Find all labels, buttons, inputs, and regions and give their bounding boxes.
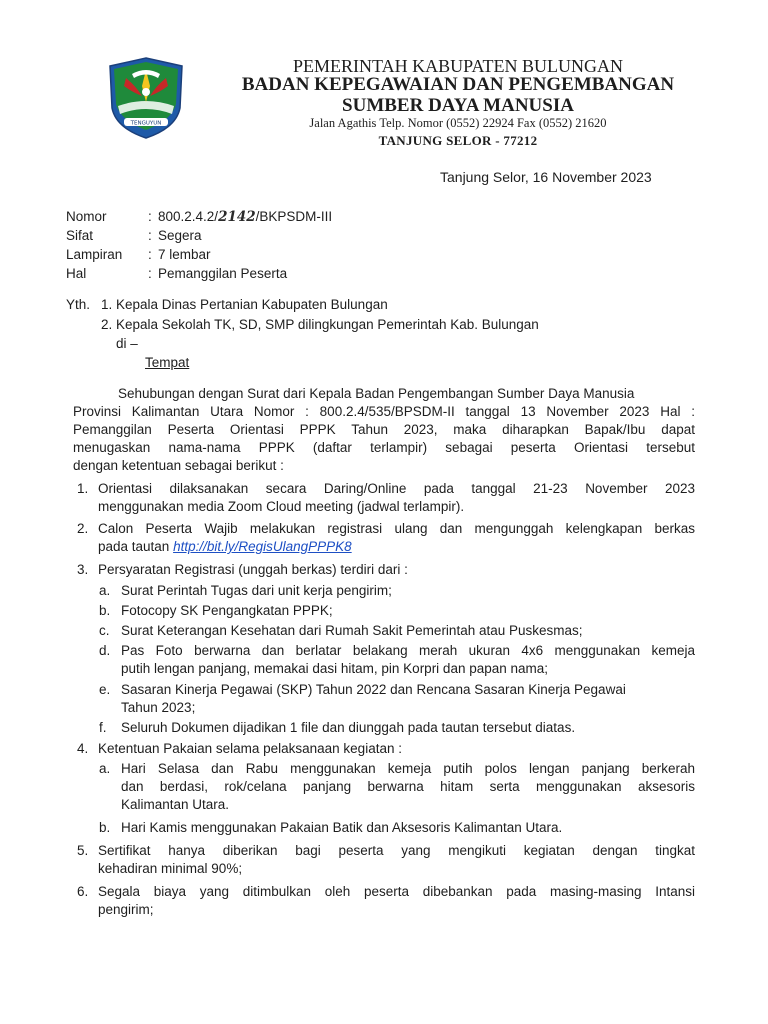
- meta-nomor-label: Nomor: [66, 209, 107, 224]
- item-4-number: 4.: [77, 741, 89, 756]
- item-1-line1: Orientasi dilaksanakan secara Daring/Online pada tanggal 21-23 November 2023: [98, 481, 695, 496]
- item-3d-line1: Pas Foto berwarna dan berlatar belakang merah ukuran 4x6 menggunakan kemeja: [121, 643, 695, 658]
- item-3b: Fotocopy SK Pengangkatan PPPK;: [121, 603, 333, 618]
- item-3-text: Persyaratan Registrasi (unggah berkas) terdiri dari :: [98, 562, 408, 577]
- item-4a-line3: Kalimantan Utara.: [121, 797, 230, 812]
- intro-line3: Pemanggilan Peserta Orientasi PPPK Tahun 2023, maka diharapkan Bapak/Ibu dapat: [73, 422, 695, 437]
- agency-city: TANJUNG SELOR - 77212: [378, 133, 538, 148]
- recipient-yth: Yth.: [66, 297, 91, 312]
- agency-address: Jalan Agathis Telp. Nomor (0552) 22924 Fax (0552) 21620: [309, 116, 607, 130]
- item-5-number: 5.: [77, 843, 89, 858]
- intro-line4: menugaskan nama-nama PPPK (daftar terlampir) sebagai peserta Orientasi tersebut: [73, 440, 695, 455]
- recipient-tempat: Tempat: [145, 355, 190, 370]
- item-6-line1: Segala biaya yang ditimbulkan oleh peserta dibebankan pada masing-masing Intansi: [98, 884, 695, 899]
- meta-nomor: Nomor : 800.2.4.2/2142/BKPSDM-III: [66, 209, 333, 225]
- item-6-number: 6.: [77, 884, 89, 899]
- item-1-number: 1.: [77, 481, 89, 496]
- emblem-motto: TENGUYUN: [130, 120, 162, 127]
- item-3a: Surat Perintah Tugas dari unit kerja pengirim;: [121, 583, 392, 598]
- item-4-text: Ketentuan Pakaian selama pelaksanaan kegiatan :: [98, 741, 402, 756]
- item-4a-line2: dan berdasi, rok/celana panjang berwarna hitam serta menggunakan aksesoris: [121, 779, 695, 794]
- item-2-line2: pada tautan http://bit.ly/RegisUlangPPPK8: [98, 539, 352, 554]
- meta-nomor-handwritten: 2142: [218, 209, 256, 225]
- item-3f: Seluruh Dokumen dijadikan 1 file dan diunggah pada tautan tersebut diatas.: [121, 720, 576, 735]
- item-4b: Hari Kamis menggunakan Pakaian Batik dan Aksesoris Kalimantan Utara.: [121, 820, 563, 835]
- recipient-1: 1. Kepala Dinas Pertanian Kabupaten Bulungan: [101, 297, 388, 312]
- item-5-line2: kehadiran minimal 90%;: [98, 861, 243, 876]
- item-3c: Surat Keterangan Kesehatan dari Rumah Sakit Pemerintah atau Puskesmas;: [121, 623, 583, 638]
- meta-sifat: Sifat : Segera: [66, 228, 202, 243]
- item-3e-line2: Tahun 2023;: [121, 700, 196, 715]
- item-4a-line1: Hari Selasa dan Rabu menggunakan kemeja putih polos lengan panjang berkerah: [121, 761, 695, 776]
- registration-link[interactable]: http://bit.ly/RegisUlangPPPK8: [173, 539, 352, 554]
- item-3d-line2: putih lengan panjang, memakai dasi hitam, pin Korpri dan papan nama;: [121, 661, 549, 676]
- meta-hal: Hal : Pemanggilan Peserta: [66, 266, 288, 281]
- regency-emblem: [106, 56, 186, 140]
- agency-title-line1: BADAN KEPEGAWAIAN DAN PENGEMBANGAN: [241, 74, 675, 95]
- agency-title-line2: SUMBER DAYA MANUSIA: [342, 95, 574, 116]
- letter-date: Tanjung Selor, 16 November 2023: [440, 169, 652, 185]
- item-3e-line1: Sasaran Kinerja Pegawai (SKP) Tahun 2022 dan Rencana Sasaran Kinerja Pegawai: [121, 682, 626, 697]
- intro-line5: dengan ketentuan sebagai berikut :: [73, 458, 284, 473]
- item-6-line2: pengirim;: [98, 902, 154, 917]
- item-5-line1: Sertifikat hanya diberikan bagi peserta yang mengikuti kegiatan dengan tingkat: [98, 843, 695, 858]
- meta-nomor-prefix: 800.2.4.2/: [158, 209, 219, 224]
- item-1-line2: menggunakan media Zoom Cloud meeting (jadwal terlampir).: [98, 499, 465, 514]
- intro-line2: Provinsi Kalimantan Utara Nomor : 800.2.4/535/BPSDM-II tanggal 13 November 2023 Hal :: [73, 404, 695, 419]
- meta-lampiran: Lampiran : 7 lembar: [66, 247, 211, 262]
- item-2-line1: Calon Peserta Wajib melakukan registrasi ulang dan mengunggah kelengkapan berkas: [98, 521, 695, 536]
- government-title: PEMERINTAH KABUPATEN BULUNGAN: [293, 56, 623, 76]
- meta-nomor-suffix: /BKPSDM-III: [255, 209, 333, 224]
- intro-line1: Sehubungan dengan Surat dari Kepala Badan Pengembangan Sumber Daya Manusia: [118, 386, 635, 401]
- recipient-2: 2. Kepala Sekolah TK, SD, SMP dilingkungan Pemerintah Kab. Bulungan: [101, 317, 539, 332]
- item-2-number: 2.: [77, 521, 89, 536]
- item-3-number: 3.: [77, 562, 89, 577]
- recipient-di: di –: [116, 336, 138, 351]
